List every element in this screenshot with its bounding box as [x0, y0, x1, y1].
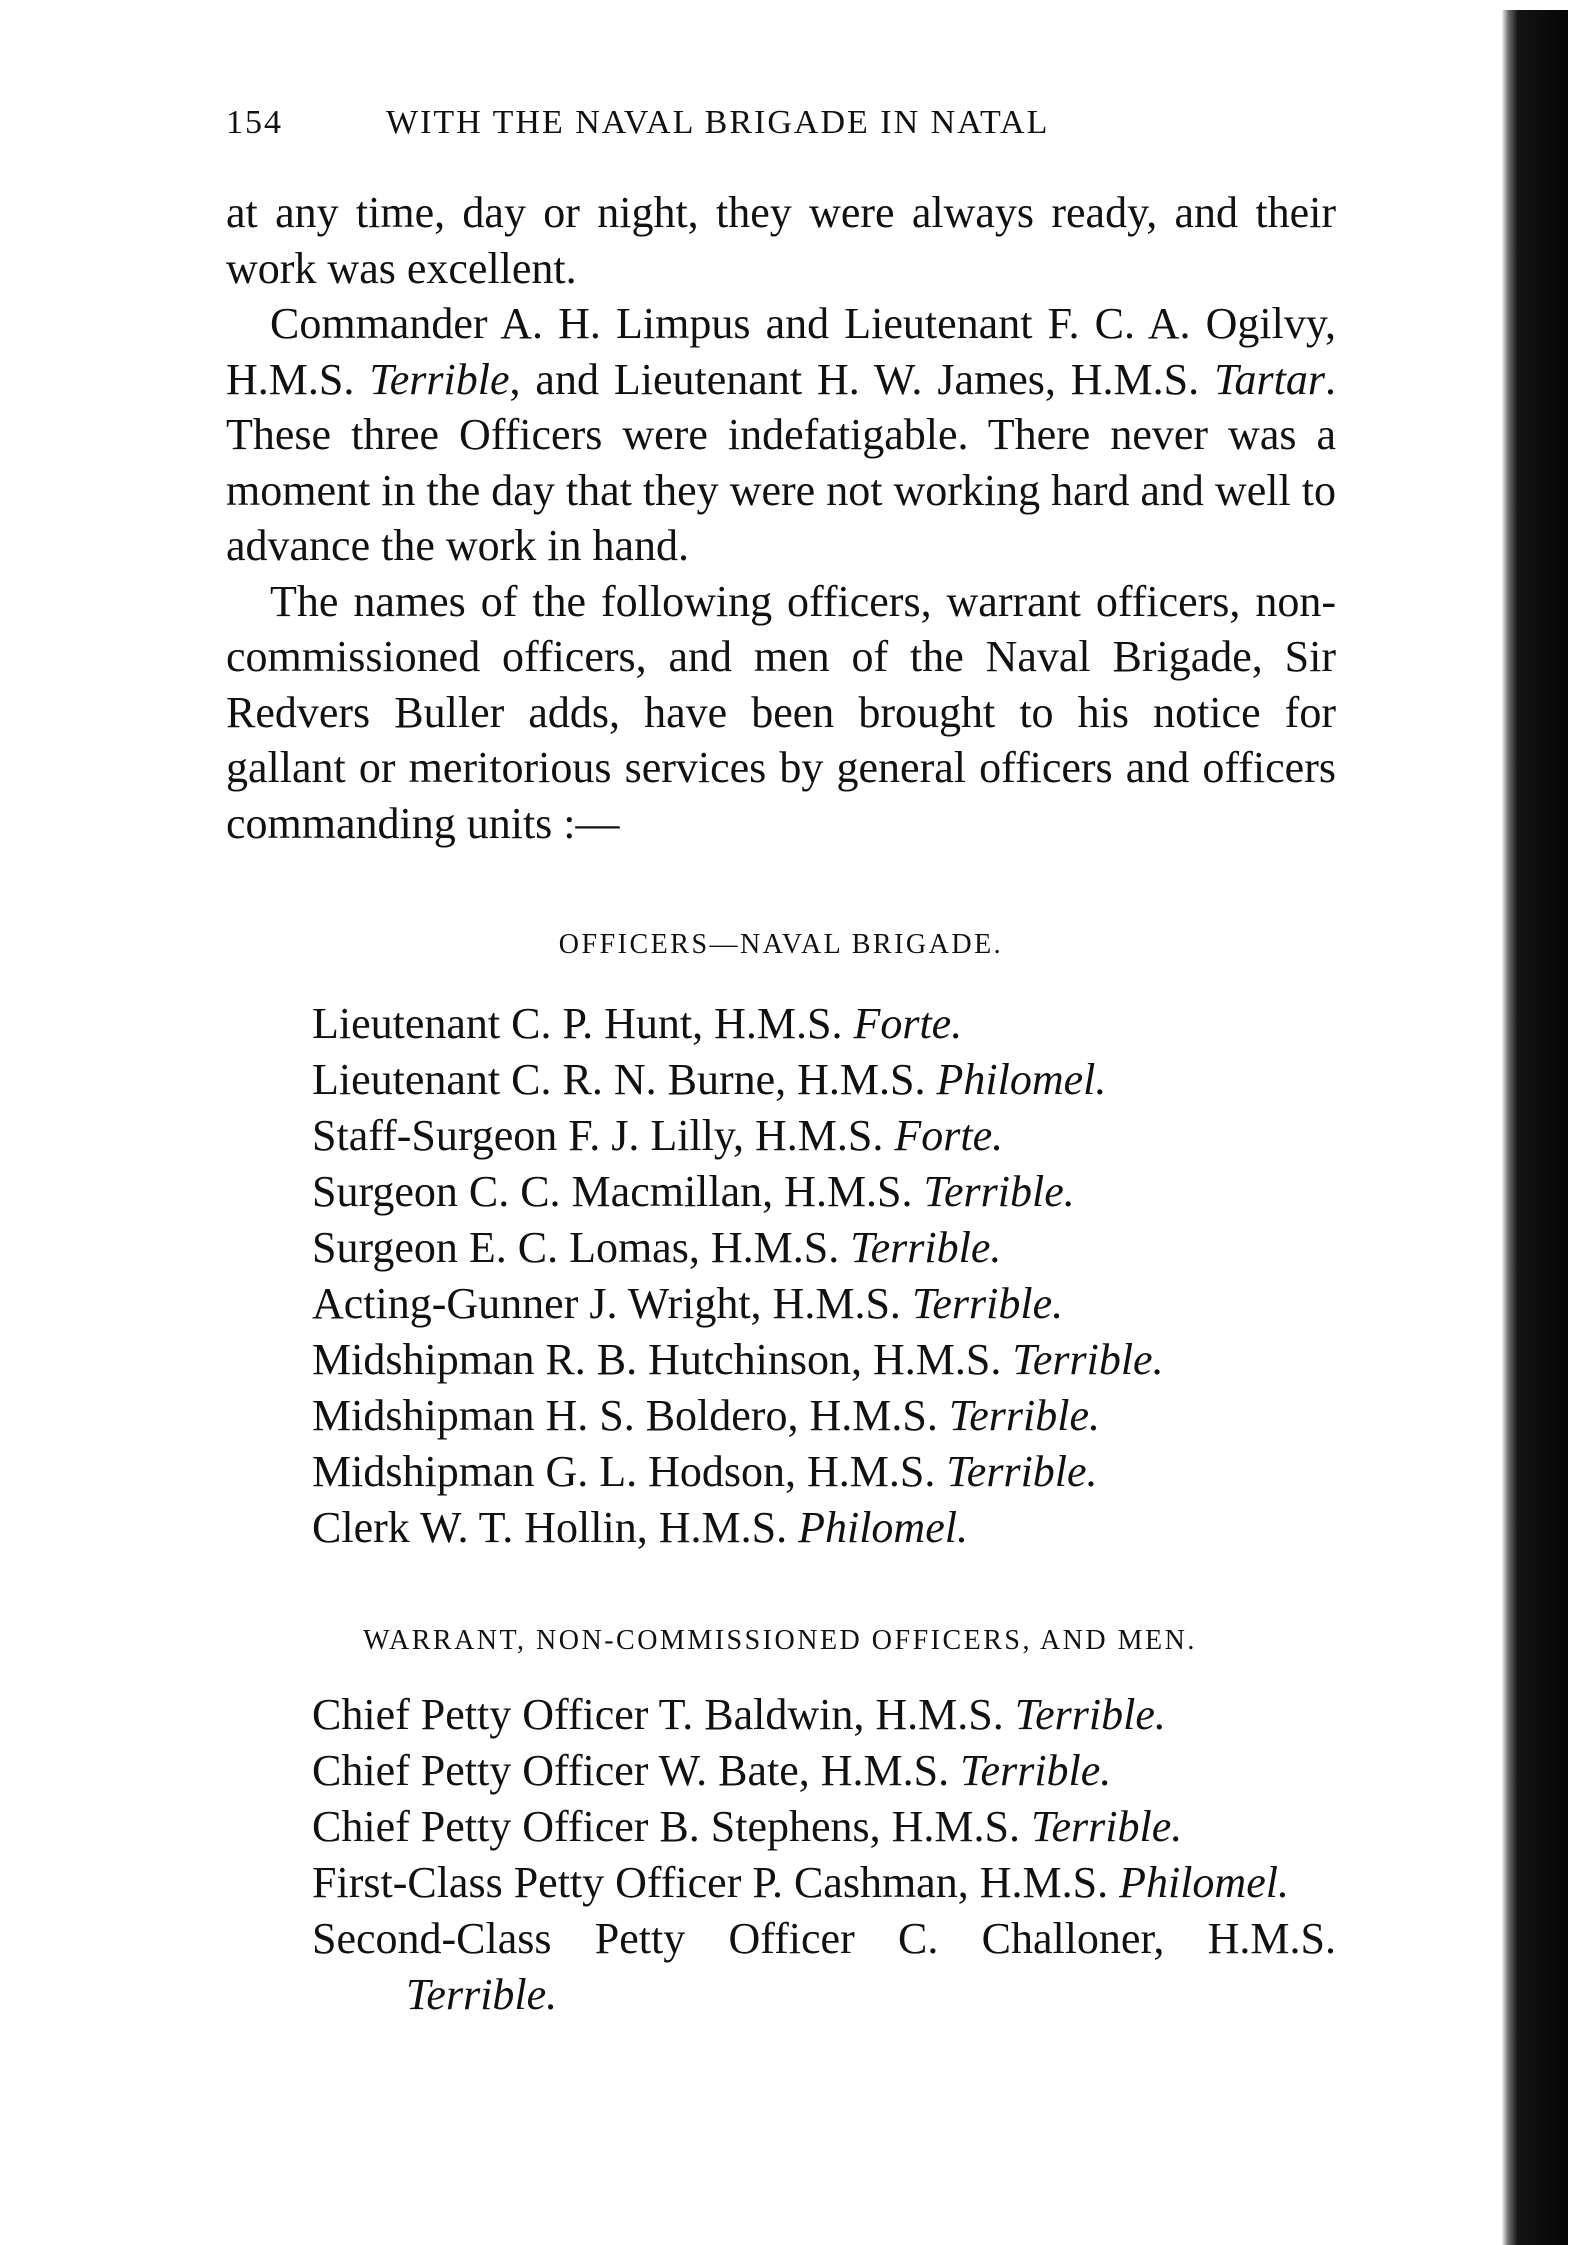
- list-item: Midshipman R. B. Hutchinson, H.M.S. Terrible.: [312, 1335, 1164, 1384]
- running-title: WITH THE NAVAL BRIGADE IN NATAL: [386, 104, 1050, 141]
- list-item: Lieutenant C. R. N. Burne, H.M.S. Philomel.: [312, 1055, 1107, 1104]
- section-heading-officers: OFFICERS—NAVAL BRIGADE.: [558, 929, 1004, 960]
- list-item: Surgeon E. C. Lomas, H.M.S. Terrible.: [312, 1223, 1002, 1272]
- book-gutter-edge: [1502, 10, 1568, 2245]
- list-item: First-Class Petty Officer P. Cashman, H.M.S. Philomel.: [312, 1858, 1289, 1907]
- officers-list: [312, 996, 1336, 1556]
- list-item: Midshipman G. L. Hodson, H.M.S. Terrible.: [312, 1447, 1098, 1496]
- list-item: Second-Class Petty Officer C. Challoner, H.M.S. Terrible.: [312, 1914, 1336, 2019]
- list-item: Clerk W. T. Hollin, H.M.S. Philomel.: [312, 1503, 968, 1552]
- list-item: Chief Petty Officer W. Bate, H.M.S. Terrible.: [312, 1746, 1112, 1795]
- paragraph: Commander A. H. Limpus and Lieutenant F. C. A. Ogilvy, H.M.S. Terrible, and Lieutenant H. W. James, H.M.S. Tartar. These three Officers were indefatigable. There never was a moment in the day that they were not working hard and well to advance the work in hand.: [226, 299, 1336, 570]
- section-heading-men: WARRANT, NON-COMMISSIONED OFFICERS, AND MEN.: [363, 1625, 1197, 1656]
- paragraph: The names of the following officers, warrant officers, non-commissioned officers, and men of the Naval Brigade, Sir Redvers Buller adds, have been brought to his notice for gallant or meritorious services by general officers and officers commanding units :—: [226, 576, 1336, 848]
- body-text: [226, 185, 1336, 851]
- list-item: Surgeon C. C. Macmillan, H.M.S. Terrible.: [312, 1167, 1075, 1216]
- list-item: Lieutenant C. P. Hunt, H.M.S. Forte.: [312, 999, 963, 1048]
- list-item: Midshipman H. S. Boldero, H.M.S. Terrible.: [312, 1391, 1101, 1440]
- list-item: Staff-Surgeon F. J. Lilly, H.M.S. Forte.: [312, 1111, 1004, 1160]
- list-item: Chief Petty Officer T. Baldwin, H.M.S. Terrible.: [312, 1690, 1166, 1739]
- list-item: Acting-Gunner J. Wright, H.M.S. Terrible.: [312, 1279, 1064, 1328]
- list-item: Chief Petty Officer B. Stephens, H.M.S. Terrible.: [312, 1802, 1183, 1851]
- page-number: 154: [226, 104, 283, 141]
- men-list: [312, 1687, 1336, 2023]
- paragraph-continued: at any time, day or night, they were always ready, and their work was excellent.: [226, 188, 1336, 293]
- running-head: [226, 104, 1346, 154]
